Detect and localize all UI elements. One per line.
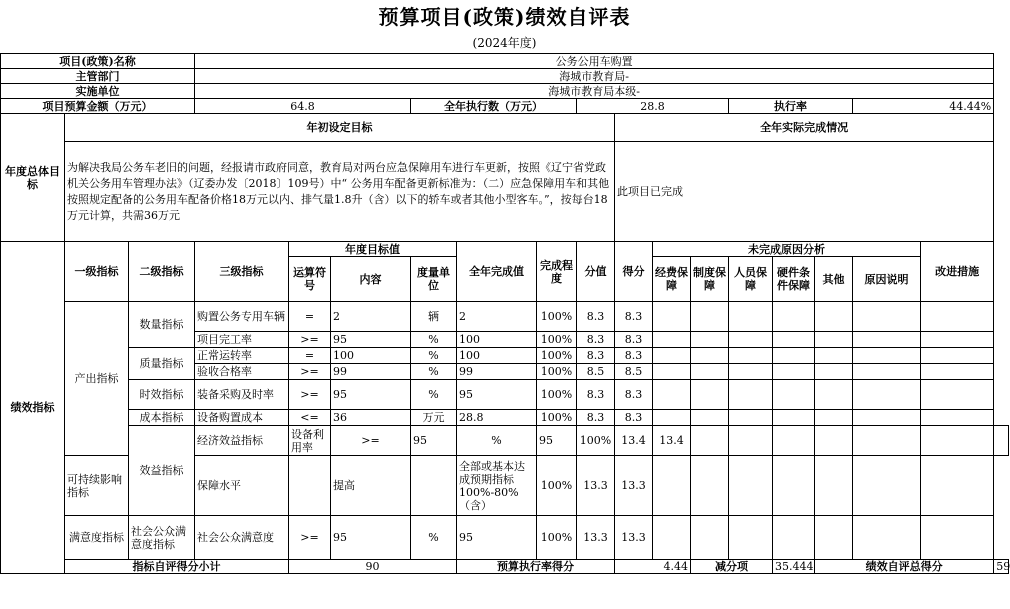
indicator-score: 13.3 — [615, 516, 653, 560]
reason-cell — [653, 456, 691, 516]
header-content: 内容 — [331, 257, 411, 302]
indicator-score: 8.3 — [615, 302, 653, 332]
indicator-full-score: 13.4 — [615, 426, 653, 456]
header-completed: 全年完成值 — [457, 242, 537, 302]
reason-cell — [691, 456, 729, 516]
reason-cell — [853, 456, 921, 516]
reason-cell — [691, 332, 729, 348]
reason-cell — [729, 364, 773, 380]
improve-cell — [921, 364, 994, 380]
rate-label: 执行率 — [729, 99, 853, 114]
indicator-full-score: 8.3 — [577, 332, 615, 348]
reason-cell — [853, 410, 921, 426]
project-name-label: 项目(政策)名称 — [1, 54, 195, 69]
indicator-content: 95 — [331, 516, 411, 560]
indicator-degree: 100% — [537, 380, 577, 410]
reason-cell — [853, 426, 921, 456]
indicator-unit: 万元 — [411, 410, 457, 426]
reason-cell — [729, 516, 773, 560]
header-reason-staff: 人员保障 — [729, 257, 773, 302]
indicator-score: 8.3 — [615, 410, 653, 426]
indicator-completed: 95 — [457, 516, 537, 560]
reason-cell — [729, 348, 773, 364]
indicator-completed: 99 — [457, 364, 537, 380]
reason-cell — [729, 380, 773, 410]
indicator-full-score: 8.5 — [577, 364, 615, 380]
header-op: 运算符号 — [289, 257, 331, 302]
indicator-score: 8.3 — [615, 380, 653, 410]
reason-cell — [921, 426, 994, 456]
reason-cell — [815, 426, 853, 456]
indicator-score: 13.4 — [653, 426, 691, 456]
indicator-unit — [411, 456, 457, 516]
budget-score-label: 预算执行率得分 — [457, 560, 615, 574]
improve-cell — [921, 516, 994, 560]
evaluation-table — [0, 53, 1009, 574]
header-score: 得分 — [615, 242, 653, 302]
indicator-op: >= — [289, 380, 331, 410]
improve-cell — [994, 426, 1009, 456]
reason-cell — [653, 364, 691, 380]
indicator-degree: 100% — [537, 332, 577, 348]
reason-cell — [773, 380, 815, 410]
header-reason-other: 其他 — [815, 257, 853, 302]
group-benefit: 效益指标 — [129, 426, 195, 516]
indicator-unit: 辆 — [411, 302, 457, 332]
indicator-degree: 100% — [537, 456, 577, 516]
improve-cell — [921, 348, 994, 364]
improve-cell — [921, 410, 994, 426]
subgroup-economic: 经济效益指标 — [195, 426, 289, 456]
deduct-label: 减分项 — [691, 560, 773, 574]
reason-cell — [653, 380, 691, 410]
unit-label: 实施单位 — [1, 84, 195, 99]
indicators-section-label: 绩效指标 — [1, 242, 65, 574]
header-reason-funding: 经费保障 — [653, 257, 691, 302]
reason-cell — [815, 332, 853, 348]
header-score-full: 分值 — [577, 242, 615, 302]
indicator-unit: % — [411, 332, 457, 348]
header-improve: 改进措施 — [921, 242, 994, 302]
form-year: (2024年度) — [472, 36, 537, 50]
indicator-degree: 100% — [537, 364, 577, 380]
indicator-op: >= — [289, 364, 331, 380]
indicator-degree: 100% — [537, 348, 577, 364]
subgroup-social: 社会公众满意度指标 — [129, 516, 195, 560]
indicator-name: 装备采购及时率 — [195, 380, 289, 410]
budget-value: 64.8 — [195, 99, 411, 114]
subtotal-value: 90 — [289, 560, 457, 574]
indicator-degree: 100% — [537, 302, 577, 332]
indicator-name: 设备购置成本 — [195, 410, 289, 426]
indicator-degree: 100% — [537, 516, 577, 560]
reason-cell — [653, 348, 691, 364]
indicator-full-score: 8.3 — [577, 380, 615, 410]
header-l2: 二级指标 — [129, 242, 195, 302]
actual-status-text: 此项目已完成 — [615, 142, 994, 242]
indicator-content: 99 — [331, 364, 411, 380]
reason-cell — [653, 516, 691, 560]
reason-cell — [853, 302, 921, 332]
indicator-content: 36 — [331, 410, 411, 426]
indicator-score: 8.3 — [615, 348, 653, 364]
reason-cell — [773, 456, 815, 516]
indicator-completed: 28.8 — [457, 410, 537, 426]
total-value: 59 — [994, 560, 1009, 574]
goals-section-label: 年度总体目标 — [1, 114, 65, 242]
indicator-full-score: 8.3 — [577, 348, 615, 364]
reason-cell — [729, 410, 773, 426]
reason-cell — [815, 380, 853, 410]
reason-cell — [773, 426, 815, 456]
dept-value: 海城市教育局- — [195, 69, 994, 84]
reason-cell — [815, 364, 853, 380]
reason-cell — [853, 380, 921, 410]
reason-cell — [773, 348, 815, 364]
indicator-name: 购置公务专用车辆 — [195, 302, 289, 332]
improve-cell — [921, 332, 994, 348]
improve-cell — [921, 456, 994, 516]
indicator-name: 项目完工率 — [195, 332, 289, 348]
exec-value: 28.8 — [577, 99, 729, 114]
header-target-group: 年度目标值 — [289, 242, 457, 257]
header-reason-system: 制度保障 — [691, 257, 729, 302]
indicator-content: 95 — [331, 380, 411, 410]
subtotal-label: 指标自评得分小计 — [65, 560, 289, 574]
indicator-content: 提高 — [331, 456, 411, 516]
header-reason-group: 未完成原因分析 — [653, 242, 921, 257]
reason-cell — [691, 426, 729, 456]
header-reason-note: 原因说明 — [853, 257, 921, 302]
reason-cell — [815, 410, 853, 426]
indicator-completed: 2 — [457, 302, 537, 332]
project-name-value: 公务公用车购置 — [195, 54, 994, 69]
indicator-full-score: 13.3 — [577, 516, 615, 560]
header-l3: 三级指标 — [195, 242, 289, 302]
indicator-completed: 100 — [457, 348, 537, 364]
indicator-score: 8.3 — [615, 332, 653, 348]
header-degree: 完成程度 — [537, 242, 577, 302]
indicator-score: 13.3 — [615, 456, 653, 516]
initial-goal-text: 为解决我局公务车老旧的问题，经报请市政府同意，教育局对两台应急保障用车进行车更新，按照《辽宁省党政机关公务用车管理办法》（辽委办发〔2018〕109号）中“ 公务用车配备更新标准为：（二）应急保障用车和其他按照规定配备的公务用车配备价格18万元以内、排气量1.8升（含）以下的轿车或者其他小型客车。”，按每台18万元计算，共需36万元 — [65, 142, 615, 242]
indicator-op: = — [289, 302, 331, 332]
indicator-degree: 100% — [577, 426, 615, 456]
reason-cell — [729, 332, 773, 348]
indicator-unit: % — [457, 426, 537, 456]
budget-label: 项目预算金额（万元） — [1, 99, 195, 114]
subgroup-quantity: 数量指标 — [129, 302, 195, 348]
indicator-content: 100 — [331, 348, 411, 364]
indicator-completed: 95 — [457, 380, 537, 410]
header-l1: 一级指标 — [65, 242, 129, 302]
subgroup-cost: 成本指标 — [129, 410, 195, 426]
indicator-unit: % — [411, 348, 457, 364]
dept-label: 主管部门 — [1, 69, 195, 84]
exec-label: 全年执行数（万元） — [411, 99, 577, 114]
reason-cell — [729, 426, 773, 456]
indicator-op — [289, 456, 331, 516]
indicator-content: 95 — [331, 332, 411, 348]
indicator-unit: % — [411, 380, 457, 410]
indicator-content: 2 — [331, 302, 411, 332]
indicator-name: 社会公众满意度 — [195, 516, 289, 560]
reason-cell — [773, 302, 815, 332]
subgroup-sustain: 可持续影响指标 — [65, 456, 129, 516]
reason-cell — [853, 348, 921, 364]
reason-cell — [691, 516, 729, 560]
initial-goal-header: 年初设定目标 — [65, 114, 615, 142]
unit-value: 海城市教育局本级- — [195, 84, 994, 99]
reason-cell — [691, 380, 729, 410]
reason-cell — [653, 302, 691, 332]
reason-cell — [815, 302, 853, 332]
indicator-name: 正常运转率 — [195, 348, 289, 364]
reason-cell — [853, 516, 921, 560]
reason-cell — [853, 332, 921, 348]
indicator-full-score: 8.3 — [577, 302, 615, 332]
subgroup-time: 时效指标 — [129, 380, 195, 410]
indicator-full-score: 13.3 — [577, 456, 615, 516]
indicator-op: = — [289, 348, 331, 364]
improve-cell — [921, 302, 994, 332]
indicator-name: 保障水平 — [195, 456, 289, 516]
reason-cell — [691, 410, 729, 426]
header-unit: 度量单位 — [411, 257, 457, 302]
group-satisfaction: 满意度指标 — [65, 516, 129, 560]
reason-cell — [653, 332, 691, 348]
indicator-name: 设备利用率 — [289, 426, 331, 456]
indicator-completed: 100 — [457, 332, 537, 348]
indicator-content: 95 — [411, 426, 457, 456]
reason-cell — [691, 364, 729, 380]
reason-cell — [653, 410, 691, 426]
indicator-completed: 全部或基本达成预期指标100%-80%（含） — [457, 456, 537, 516]
reason-cell — [729, 456, 773, 516]
reason-cell — [691, 302, 729, 332]
reason-cell — [773, 516, 815, 560]
deduct-value: 35.444 — [773, 560, 815, 574]
indicator-completed: 95 — [537, 426, 577, 456]
indicator-op: >= — [289, 332, 331, 348]
reason-cell — [773, 332, 815, 348]
subgroup-quality: 质量指标 — [129, 348, 195, 380]
indicator-full-score: 8.3 — [577, 410, 615, 426]
reason-cell — [815, 348, 853, 364]
reason-cell — [853, 364, 921, 380]
budget-score-value: 4.44 — [615, 560, 691, 574]
indicator-unit: % — [411, 516, 457, 560]
improve-cell — [921, 380, 994, 410]
reason-cell — [773, 410, 815, 426]
indicator-degree: 100% — [537, 410, 577, 426]
rate-value: 44.44% — [853, 99, 994, 114]
indicator-unit: % — [411, 364, 457, 380]
reason-cell — [773, 364, 815, 380]
reason-cell — [815, 516, 853, 560]
header-reason-hardware: 硬件条件保障 — [773, 257, 815, 302]
total-label: 绩效自评总得分 — [815, 560, 994, 574]
form-title: 预算项目(政策)绩效自评表 — [378, 5, 631, 29]
reason-cell — [815, 456, 853, 516]
indicator-op: >= — [331, 426, 411, 456]
indicator-op: >= — [289, 516, 331, 560]
group-output: 产出指标 — [65, 302, 129, 456]
reason-cell — [729, 302, 773, 332]
actual-status-header: 全年实际完成情况 — [615, 114, 994, 142]
reason-cell — [691, 348, 729, 364]
indicator-name: 验收合格率 — [195, 364, 289, 380]
indicator-score: 8.5 — [615, 364, 653, 380]
indicator-op: <= — [289, 410, 331, 426]
